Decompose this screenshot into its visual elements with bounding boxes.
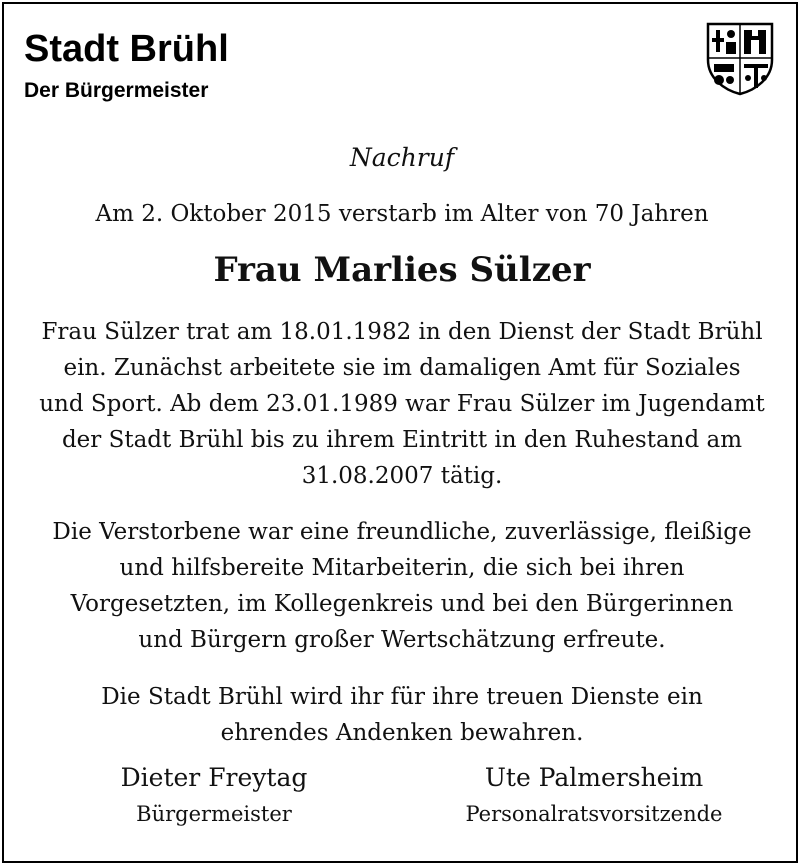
paragraph-line: und Bürgern großer Wertschätzung erfreute. bbox=[138, 627, 666, 653]
paragraph-line: Die Verstorbene war eine freundliche, zuverlässige, fleißige bbox=[52, 519, 752, 545]
paragraph-character bbox=[4, 514, 800, 658]
signature-council-chair bbox=[414, 760, 774, 832]
paragraph-line: ehrendes Andenken bewahren. bbox=[220, 720, 584, 746]
signature-mayor bbox=[34, 760, 394, 832]
paragraph-line: der Stadt Brühl bis zu ihrem Eintritt in den Ruhestand am bbox=[61, 427, 743, 453]
paragraph-service bbox=[4, 314, 800, 494]
signature-role: Personalratsvorsitzende bbox=[465, 802, 723, 826]
paragraph-remembrance bbox=[4, 679, 800, 751]
coat-of-arms-icon bbox=[704, 20, 776, 96]
paragraph-line: Vorgesetzten, im Kollegenkreis und bei den Bürgerinnen bbox=[70, 591, 734, 617]
paragraph-line: Frau Sülzer trat am 18.01.1982 in den Dienst der Stadt Brühl bbox=[41, 319, 763, 345]
paragraph-line: 31.08.2007 tätig. bbox=[301, 463, 503, 489]
notice-frame bbox=[2, 2, 798, 863]
notice-intro: Am 2. Oktober 2015 verstarb im Alter von 70 Jahren bbox=[95, 201, 709, 227]
paragraph-line: und hilfsbereite Mitarbeiterin, die sich bei ihren bbox=[119, 555, 685, 581]
paragraph-line: Die Stadt Brühl wird ihr für ihre treuen Dienste ein bbox=[101, 684, 703, 710]
notice-heading: Nachruf bbox=[349, 143, 455, 172]
signature-name: Ute Palmersheim bbox=[484, 763, 704, 792]
city-title: Stadt Brühl bbox=[24, 28, 229, 70]
signature-role: Bürgermeister bbox=[136, 802, 292, 826]
signature-name: Dieter Freytag bbox=[120, 763, 308, 792]
paragraph-line: ein. Zunächst arbeitete sie im damaligen Amt für Soziales bbox=[63, 355, 741, 381]
city-subtitle: Der Bürgermeister bbox=[24, 79, 209, 102]
deceased-name: Frau Marlies Sülzer bbox=[213, 250, 591, 290]
paragraph-line: und Sport. Ab dem 23.01.1989 war Frau Sülzer im Jugendamt bbox=[39, 391, 765, 417]
